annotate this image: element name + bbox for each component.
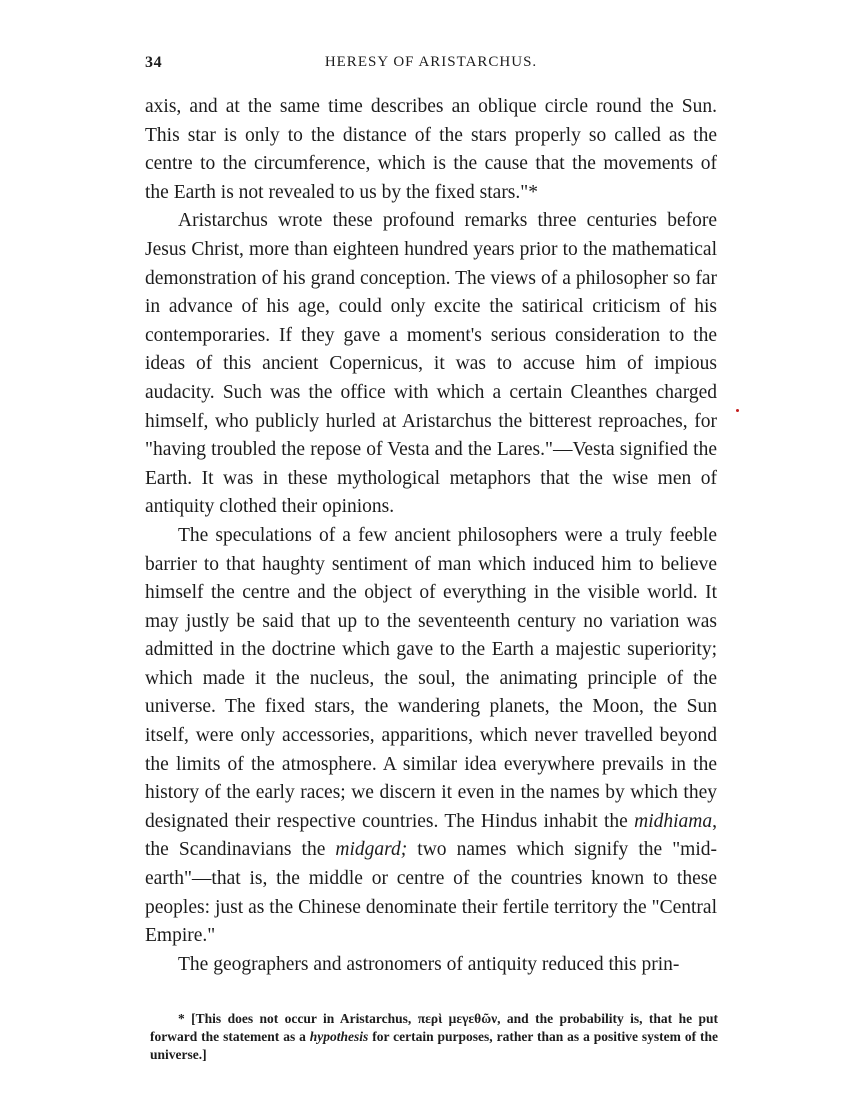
italic-text: midgard;	[335, 839, 408, 861]
red-ink-mark	[736, 409, 739, 412]
italic-text: hypothesis	[309, 1029, 369, 1044]
text-run: Aristarchus wrote these profound remarks three centuries before Jesus Christ, more than eighteen hundred years prior to the mathematical demonstration of his grand conception. The views of a philosopher so far in advance of his age, could only excite the satirical criticism of his contemporaries. If they gave a moment's serious consideration to the ideas of this ancient Copernicus, it was to accuse him of impious audacity. Such was the office with which a certain Cleanthes charged himself, who publicly hurled at Aristarchus the bitterest reproaches, for "having troubled the repose of Vesta and the Lares."—Vesta signified the Earth. It was in these mythological metaphors that the wise men of antiquity clothed their opinions.	[145, 210, 717, 518]
paragraph	[145, 522, 717, 951]
text-run: for certain purposes, rather than as a positive system of the universe.]	[150, 1029, 718, 1062]
footnote-text	[150, 1010, 718, 1064]
page-number: 34	[145, 54, 163, 71]
page-header	[145, 48, 717, 74]
text-run: The speculations of a few ancient philosophers were a truly feeble barrier to that haughty sentiment of man which induced him to believe himself the centre and the object of everything in the visible world. It may justly be said that up to the seventeenth century no variation was admitted in the doctrine which gave to the Earth a majestic superiority; which made it the nucleus, the soul, the animating principle of the universe. The fixed stars, the wandering planets, the Moon, the Sun itself, were only accessories, apparitions, which never travelled beyond the limits of the atmosphere. A similar idea everywhere prevails in the history of the early races; we discern it even in the names by which they designated their respective countries. The Hindus inhabit the	[145, 524, 717, 832]
paragraph	[145, 93, 717, 207]
paragraph	[145, 207, 717, 522]
text-run: * [This does not occur in Aristarchus, περὶ μεγεθῶν, and the probability is, that he put forward the statement as a	[150, 1011, 718, 1044]
paragraph	[145, 951, 717, 980]
text-run: two names which signify the "mid-earth"—that is, the middle or centre of the countries known to these peoples: just as the Chinese denominate their fertile territory the "Central Empire."	[145, 839, 717, 947]
text-run: The geographers and astronomers of antiquity reduced this prin-	[178, 953, 680, 975]
footnote	[150, 1010, 718, 1064]
italic-text: midhiama	[634, 810, 713, 832]
text-run: axis, and at the same time describes an oblique circle round the Sun. This star is only to the distance of the stars properly so called as the centre to the circumference, which is the cause that the movements of the Earth is not revealed to us by the fixed stars."*	[145, 96, 717, 203]
body-text	[145, 93, 717, 979]
running-title: HERESY OF ARISTARCHUS.	[324, 54, 538, 70]
text-run: , the Scandinavians the	[145, 810, 717, 861]
